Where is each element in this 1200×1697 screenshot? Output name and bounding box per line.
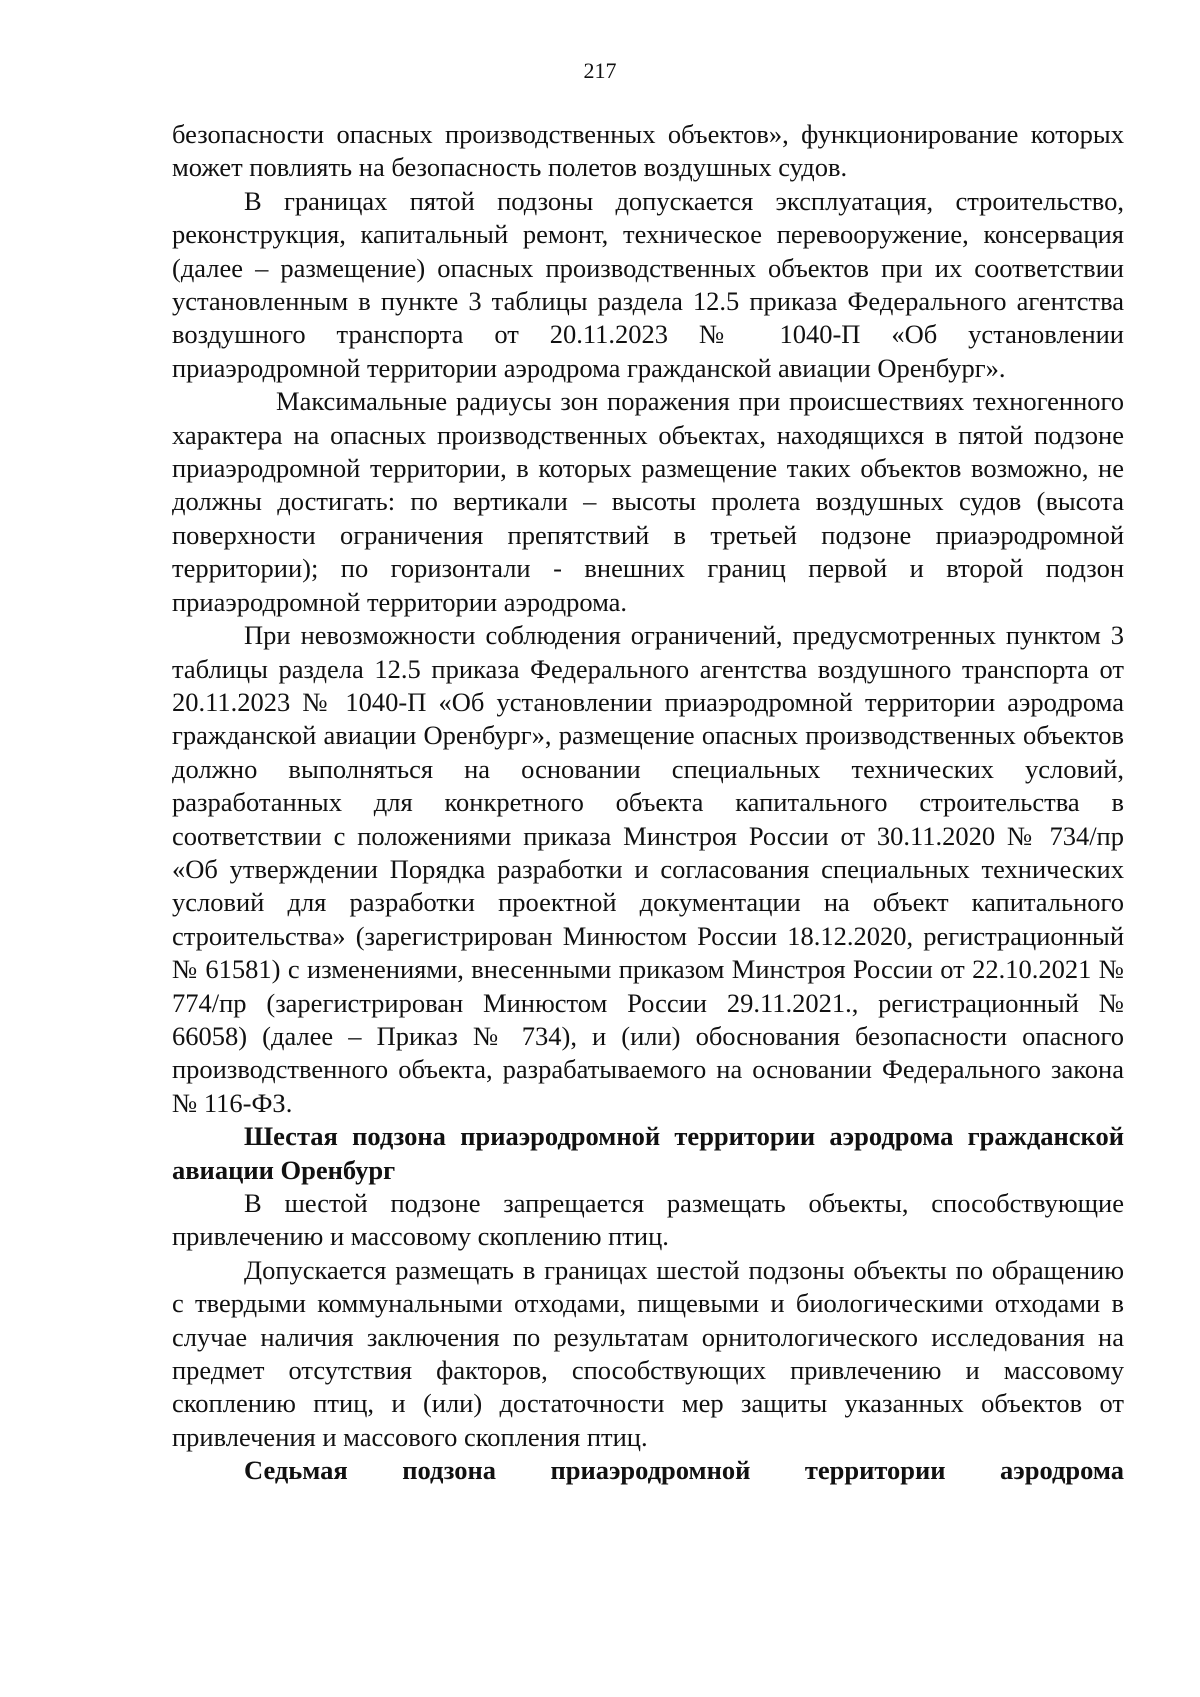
paragraph-fifth-zone-placement: В границах пятой подзоны допускается эксплуатация, строительство, реконструкция, капитальный ремонт, техническое перевооружение, консервация (далее – размещение) опасных производственных объектов при их соответствии установленным в пункте 3 таблицы раздела 12.5 приказа Федерального агентства воздушного транспорта от 20.11.2023 № 1040-П «Об установлении приаэродромной территории аэродрома гражданской авиации Оренбург». bbox=[172, 185, 1124, 383]
heading-seventh-subzone: Седьмая подзона приаэродромной территории аэродрома bbox=[244, 1455, 1124, 1486]
paragraph-sixth-zone-prohibition: В шестой подзоне запрещается размещать объекты, способствующие привлечению и массовому скоплению птиц. bbox=[172, 1188, 1124, 1252]
paragraph-max-radius: Максимальные радиусы зон поражения при происшествиях техногенного характера на опасных производственных объектах, находящихся в пятой подзоне приаэродромной территории, в которых размещение таких объектов возможно, не должны достигать: по вертикали – высоты пролета воздушных судов (высота поверхности ограничения препятствий в третьей подзоне приаэродромной территории); по горизонтали - внешних границ первой и второй подзон приаэродромной территории аэродрома. bbox=[172, 386, 1124, 617]
paragraph-special-conditions: При невозможности соблюдения ограничений, предусмотренных пунктом 3 таблицы раздела 12.5 приказа Федерального агентства воздушного транспорта от 20.11.2023 № 1040-П «Об установлении приаэродромной территории аэродрома гражданской авиации Оренбург», размещение опасных производственных объектов должно выполняться на основании специальных технических условий, разработанных для конкретного объекта капитального строительства в соответствии с положениями приказа Минстроя России от 30.11.2020 № 734/пр «Об утверждении Порядка разработки и согласования специальных технических условий для разработки проектной документации на объект капитального строительства» (зарегистрирован Минюстом России 18.12.2020, регистрационный № 61581) с изменениями, внесенными приказом Минстроя России от 22.10.2021 № 774/пр (зарегистрирован Минюстом России 29.11.2021., регистрационный № 66058) (далее – Приказ № 734), и (или) обоснования безопасности опасного производственного объекта, разрабатываемого на основании Федерального закона № 116-ФЗ. bbox=[172, 620, 1124, 1118]
paragraph-sixth-zone-allowed: Допускается размещать в границах шестой подзоны объекты по обращению с твердыми коммунальными отходами, пищевыми и биологическими отходами в случае наличия заключения по результатам орнитологического исследования на предмет отсутствия факторов, способствующих привлечению и массовому скоплению птиц, и (или) достаточности мер защиты указанных объектов от привлечения и массового скопления птиц. bbox=[172, 1254, 1124, 1452]
paragraph-continuation: безопасности опасных производственных объектов», функционирование которых может повлиять на безопасность полетов воздушных судов. bbox=[172, 119, 1124, 183]
heading-sixth-subzone: Шестая подзона приаэродромной территории аэродрома гражданской авиации Оренбург bbox=[172, 1121, 1124, 1185]
document-body bbox=[172, 118, 1124, 1488]
page-number: 217 bbox=[583, 58, 617, 83]
